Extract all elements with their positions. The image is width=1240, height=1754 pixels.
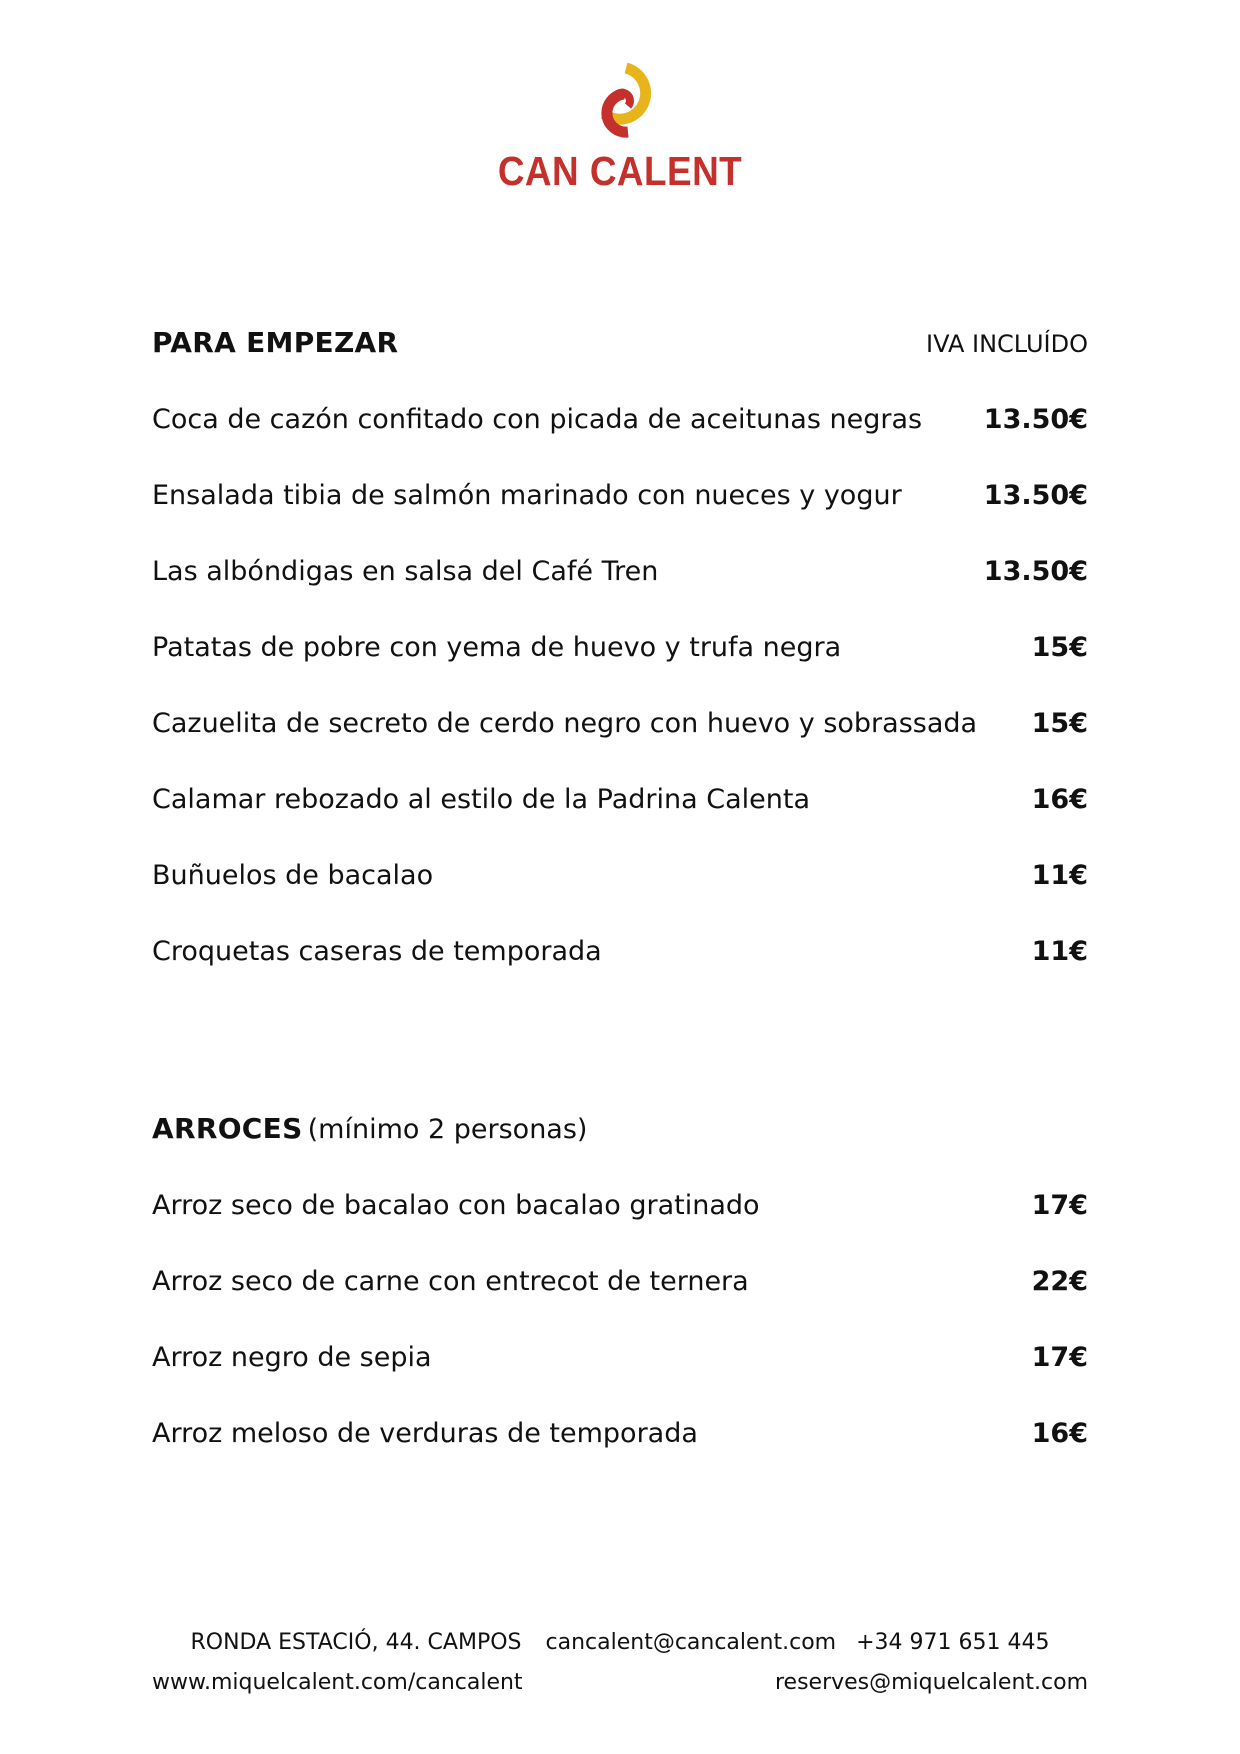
- menu-item-name: Coca de cazón confitado con picada de aceitunas negras: [152, 404, 923, 435]
- footer-contact-line: [152, 1630, 1088, 1655]
- footer-address: RONDA ESTACIÓ, 44. CAMPOS: [190, 1630, 522, 1655]
- menu-item-price: 11€: [1031, 936, 1088, 967]
- can-calent-logo-icon: [584, 56, 656, 142]
- menu-item-name: Buñuelos de bacalao: [152, 860, 434, 891]
- menu-item-price: 11€: [1031, 860, 1088, 891]
- section-arroces: [152, 1112, 1088, 1494]
- menu-item-name: Cazuelita de secreto de cerdo negro con huevo y sobrassada: [152, 708, 978, 739]
- menu-item: [152, 1418, 1088, 1494]
- menu-item: [152, 480, 1088, 556]
- menu-item-price: 22€: [1031, 1266, 1088, 1297]
- footer-phone[interactable]: +34 971 651 445: [856, 1630, 1050, 1655]
- section-para-empezar: [152, 326, 1088, 1012]
- menu-item-price: 13.50€: [983, 404, 1088, 435]
- menu-item: [152, 708, 1088, 784]
- section-title: PARA EMPEZAR: [152, 326, 399, 359]
- footer-links-line: [152, 1670, 1088, 1695]
- menu-item: [152, 1342, 1088, 1418]
- footer-website-link[interactable]: www.miquelcalent.com/cancalent: [152, 1670, 523, 1695]
- menu-item-price: 16€: [1031, 784, 1088, 815]
- menu-item: [152, 860, 1088, 936]
- menu-item-price: 17€: [1031, 1190, 1088, 1221]
- section-title-wrap: [152, 1112, 587, 1145]
- menu-item: [152, 556, 1088, 632]
- tax-note: IVA INCLUÍDO: [926, 330, 1088, 358]
- menu-item: [152, 404, 1088, 480]
- brand-name: CAN CALENT: [497, 148, 743, 194]
- menu-item-name: Ensalada tibia de salmón marinado con nueces y yogur: [152, 480, 902, 511]
- section-title: ARROCES: [152, 1112, 303, 1145]
- footer-email[interactable]: cancalent@cancalent.com: [545, 1630, 837, 1655]
- menu-item-price: 15€: [1031, 708, 1088, 739]
- footer-reservations-email[interactable]: reserves@miquelcalent.com: [774, 1670, 1088, 1695]
- menu-item: [152, 784, 1088, 860]
- menu-item-name: Las albóndigas en salsa del Café Tren: [152, 556, 659, 587]
- menu-item: [152, 936, 1088, 1012]
- menu-item: [152, 1266, 1088, 1342]
- menu-item-name: Arroz meloso de verduras de temporada: [152, 1418, 698, 1449]
- section-title-wrap: [152, 326, 398, 359]
- menu-item-price: 15€: [1031, 632, 1088, 663]
- menu-item-name: Calamar rebozado al estilo de la Padrina Calenta: [152, 784, 811, 815]
- menu-item-name: Arroz negro de sepia: [152, 1342, 432, 1373]
- section-note: (mínimo 2 personas): [307, 1114, 588, 1145]
- menu-item-price: 13.50€: [983, 480, 1088, 511]
- menu-item-price: 16€: [1031, 1418, 1088, 1449]
- menu-item-price: 17€: [1031, 1342, 1088, 1373]
- menu-item-name: Croquetas caseras de temporada: [152, 936, 602, 967]
- menu-item-name: Arroz seco de carne con entrecot de ternera: [152, 1266, 749, 1297]
- menu-item: [152, 632, 1088, 708]
- logo: [0, 56, 1240, 195]
- menu-item-name: Patatas de pobre con yema de huevo y trufa negra: [152, 632, 842, 663]
- section-header: [152, 326, 1088, 366]
- menu-item-name: Arroz seco de bacalao con bacalao gratinado: [152, 1190, 760, 1221]
- menu-item: [152, 1190, 1088, 1266]
- section-header: [152, 1112, 1088, 1152]
- menu-item-price: 13.50€: [983, 556, 1088, 587]
